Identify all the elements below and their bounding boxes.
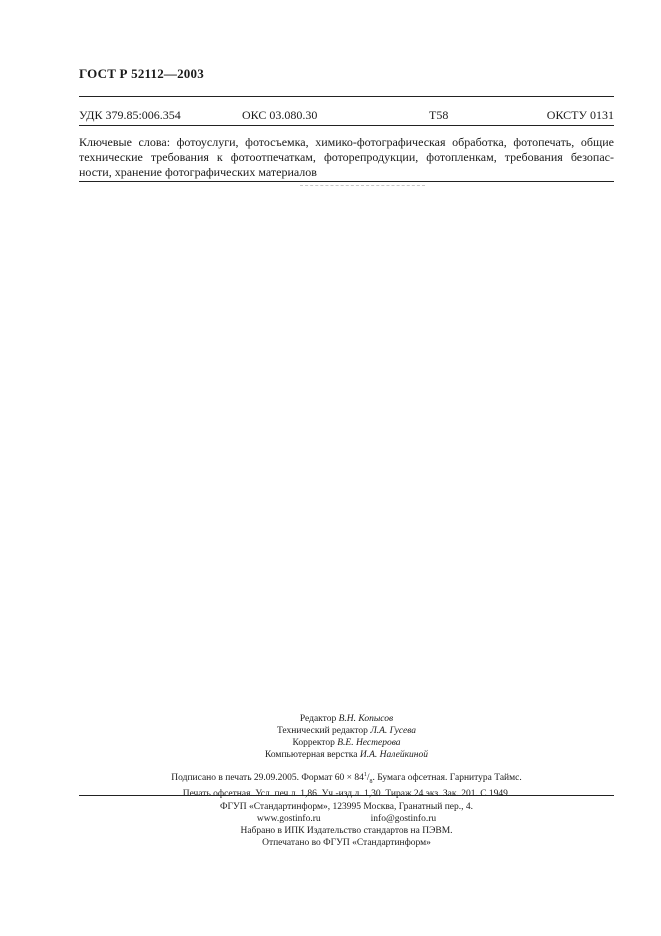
print-info-line [79,769,614,788]
okstu-code: ОКСТУ 0131 [546,108,614,122]
layout-line [79,749,614,761]
imprint-rule [79,795,614,796]
standard-id: ГОСТ Р 52112—2003 [79,66,204,81]
middle-rule [79,125,614,126]
print-info-line: Печать офсетная. Усл. печ.л. 1,86. Уч.-изд.л. 1,30. Тираж 24 экз. Зак. 201. С 1949. [182,789,511,800]
editor-name: В.Н. Копысов [338,714,394,724]
keywords-rule [79,181,614,182]
proofreader-name: В.Е. Нестерова [337,738,401,748]
keywords-paragraph [79,135,614,180]
format-superscript: 1 [363,772,367,778]
tech-editor-name: Л.А. Гусева [370,726,417,736]
publisher-block [79,801,614,849]
printed-info: Отпечатано во ФГУП «Стандартинформ» [262,838,431,848]
tech-editor-line [79,725,614,737]
publisher-email: info@gostinfo.ru [370,814,437,824]
layout-label: Компьютерная верстка [265,750,358,760]
format-subscript: 8 [369,779,373,786]
editor-line [79,713,614,725]
typeset-info: Набрано в ИПК Издательство стандартов на ПЭВМ. [240,826,453,836]
proofreader-label: Корректор [292,738,335,748]
credits-block [79,713,614,761]
layout-name: И.А. Налейкиной [359,750,428,760]
editor-label: Редактор [299,714,337,724]
print-info-text: . Бумага офсетная. Гарнитура Таймс. [372,773,522,784]
tech-editor-label: Технический редактор [276,726,368,736]
print-artifact [300,185,425,186]
oks-code: ОКС 03.080.30 [242,108,318,122]
top-rule [79,96,614,97]
print-info-text: Подписано в печать 29.09.2005. Формат 60 × 84 [171,773,364,784]
group-code: Т58 [429,108,449,122]
keywords-line: Ключевые слова: фотоуслуги, фотосъемка, химико-фотографическая обработка, фотопечать, общие [79,135,614,149]
keywords-line: технические требования к фотоотпечаткам, фоторепродукции, фотопленкам, требования безопас- [79,150,614,164]
publisher-address: ФГУП «Стандартинформ», 123995 Москва, Гранатный пер., 4. [219,802,474,812]
udk-code: УДК 379.85:006.354 [79,108,181,122]
keywords-line: ности, хранение фотографических материалов [79,165,317,179]
publisher-contacts [79,813,614,825]
proofreader-line [79,737,614,749]
publisher-website: www.gostinfo.ru [256,814,321,824]
format-slash: / [366,773,370,784]
